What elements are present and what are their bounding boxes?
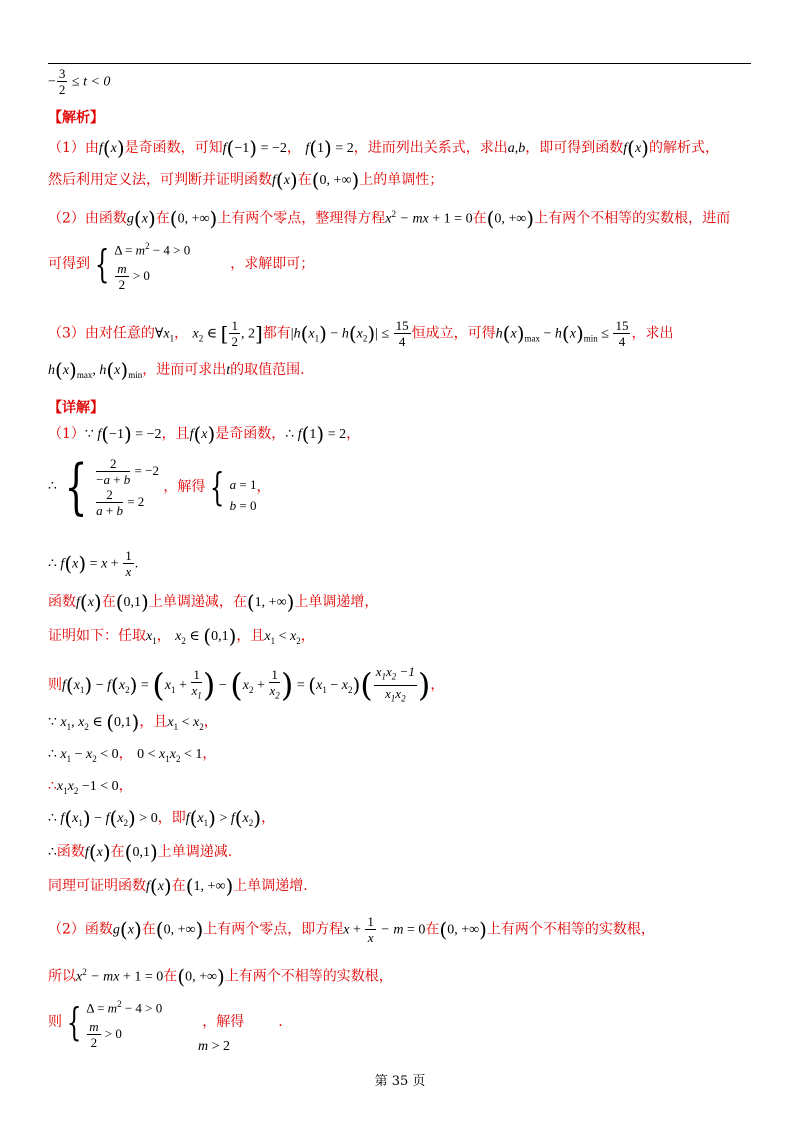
detail-system-1: ∴ { $\frac{2}{-a + b}$ = −2 $\frac{2}{a + b}$ = 2 ，解得 { a = 1 b = 0 ， (48, 452, 271, 522)
detail-conclusion-diff: ∴ $f(x_1) - f(x_2) > 0$，即$f(x_1) > f(x_2)$， (48, 806, 276, 830)
analysis-p3-line2: $h(x)_{max}$, $h(x)_{min}$，进而可求出t的取值范围. (48, 358, 305, 382)
prev-result: − $\frac{3}{2}$ ≤ t < 0 (48, 66, 111, 97)
detail-p2-line1: （2）函数g(x)在(0, +∞)上有两个零点，即方程x + $\frac{1}{x}$ − m = 0在(0, +∞)上有两个不相等的实数根， (48, 914, 655, 945)
page-footer: 第 35 页 (374, 1074, 426, 1089)
analysis-title: 【解析】 (48, 110, 104, 126)
detail-f-formula: ∴ f(x) = x + $\frac{1}{x}$ . (48, 548, 139, 579)
analysis-p3-line1: （3）由对任意的$\forall x_1$， $x_2$ ∈ [ $\frac{1}{2}$ , 2]都有$|h(x_1) - h(x_2)|$ ≤ $\frac{15}{4}$ 恒成立，可得$h(x)_{max} - h(x)_{min}$ ≤ $\frac{15}{4}$ ，求出 (48, 318, 674, 349)
detail-ineq-2: $\therefore x_1x_2 -1 < 0$， (48, 778, 133, 796)
detail-increasing: 同理可证明函数f(x)在(1, +∞)上单调递增. (48, 874, 308, 898)
detail-ineq-1: ∴ $x_1 - x_2 < 0$， $0 < x_1x_2 < 1$， (48, 746, 217, 764)
detail-line1: （1）∵ f(−1) = −2，且f(x)是奇函数，∴ f(1) = 2， (48, 422, 361, 446)
detail-title: 【详解】 (48, 400, 104, 416)
detail-given: ∵ $x_1$, $x_2$ ∈ (0,1)，且$x_1 < x_2$， (48, 710, 218, 734)
detail-decreasing: ∴函数f(x)在(0,1)上单调递减. (48, 840, 233, 864)
detail-p2-line2: 所以$x^2$ − mx + 1 = 0在(0, +∞)上有两个不相等的实数根， (48, 964, 393, 989)
analysis-p1-line2: 然后利用定义法，可判断并证明函数f(x)在(0, +∞)上的单调性； (48, 168, 444, 192)
detail-difference: 则$f(x_1) - f(x_2) = (x_1$ + $\frac{1}{x_1}$ ) − ($x_2$ + $\frac{1}{x_2}$ ) = $(x_1 - x_2)$( $\frac{x_1x_2 -1}{x_1x_2}$ )， (48, 664, 445, 705)
detail-p2-system: 则 { $\Delta = m^2 - 4 > 0$ $\frac{m}{2}$ > 0 ，解得 . (48, 999, 283, 1051)
detail-p2-result: m > 2 (198, 1039, 231, 1054)
top-rule (48, 63, 751, 64)
detail-monotonic-claim: 函数f(x)在(0,1)上单调递减，在(1, +∞)上单调递增， (48, 590, 379, 614)
detail-proof-start: 证明如下：任取$x_1$， $x_2$ ∈ (0,1)，且$x_1 < x_2$， (48, 624, 315, 648)
analysis-p1-line1: （1）由f(x)是奇函数，可知f(−1) = −2， f(1) = 2，进而列出关系式，求出a,b，即可得到函数f(x)的解析式， (48, 136, 719, 160)
analysis-p2-line2: 可得到 { $\Delta = m^2 - 4 > 0$ $\frac{m}{2}$ > 0 ，求解即可； (48, 241, 315, 293)
analysis-p2-line1: （2）由函数g(x)在(0, +∞)上有两个零点，整理得方程$x^2$ − mx + 1 = 0在(0, +∞)上有两个不相等的实数根，进而 (48, 206, 731, 231)
